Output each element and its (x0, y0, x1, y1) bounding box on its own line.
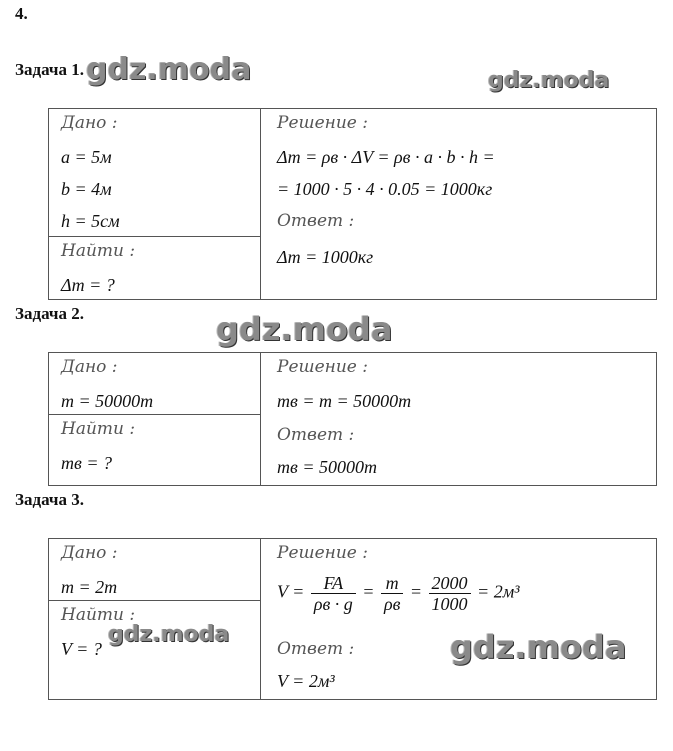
task2-given-m: m = 50000т (61, 391, 154, 411)
task3-find: V = ? (61, 639, 102, 659)
task3-fraction-force-den: ρв · g (313, 594, 353, 614)
task3-fraction-mass-den: ρв (383, 594, 401, 614)
watermark-logo: gdz.moda (108, 622, 230, 647)
task2-given-find-divider (49, 414, 260, 415)
task1-solution-label: Решение : (277, 113, 369, 133)
task1-solution-line2: = 1000 · 5 · 4 · 0.05 = 1000кг (277, 179, 493, 199)
task3-divider (260, 539, 261, 699)
task2-divider (260, 353, 261, 485)
task2-find-label: Найти : (61, 419, 136, 439)
task2-table (48, 352, 657, 486)
task3-answer-label: Ответ : (277, 639, 355, 659)
task1-solution-line1: Δm = ρв · ΔV = ρв · a · b · h = (277, 147, 495, 167)
task3-fraction-numeric-num: 2000 (429, 573, 471, 594)
task3-formula-result: = 2м³ (477, 581, 520, 602)
task3-formula-lhs: V = (277, 581, 305, 602)
task2-answer-label: Ответ : (277, 425, 355, 445)
task3-table (48, 538, 657, 700)
task1-given-b: b = 4м (61, 179, 112, 199)
task3-fraction-force-num: FA (311, 573, 356, 594)
task2-title: Задача 2. (15, 304, 84, 323)
task3-solution-label: Решение : (277, 543, 369, 563)
watermark-logo: gdz.moda (488, 68, 610, 93)
task3-fraction-force (311, 573, 356, 614)
task1-find-label: Найти : (61, 241, 136, 261)
task2-solution-line1: mв = m = 50000т (277, 391, 412, 411)
task1-given-a: a = 5м (61, 147, 112, 167)
task3-find-label: Найти : (61, 605, 136, 625)
task1-divider (260, 109, 261, 299)
task3-title: Задача 3. (15, 490, 84, 509)
watermark-logo: gdz.moda (86, 52, 252, 87)
task1-table (48, 108, 657, 300)
watermark-logo: gdz.moda (216, 310, 393, 348)
task1-title: Задача 1. (15, 60, 84, 79)
task3-fraction-mass (381, 573, 403, 614)
task3-formula: V = $\frac{FA}{\rho в \cdot g}$ = $\frac{m}{\rho в}$ = $\frac{2000}{1000}$ = 2м³ (277, 573, 520, 614)
task3-given-label: Дано : (61, 543, 118, 563)
task3-given-find-divider (49, 600, 260, 601)
task1-answer: Δm = 1000кг (277, 247, 374, 267)
task3-fraction-numeric (429, 573, 471, 614)
watermark-logo: gdz.moda (450, 628, 627, 666)
exercise-number: 4. (15, 4, 28, 23)
task1-find: Δm = ? (61, 275, 115, 295)
task3-fraction-numeric-den: 1000 (431, 594, 468, 614)
task2-answer: mв = 50000т (277, 457, 377, 477)
task1-given-find-divider (49, 236, 260, 237)
task3-fraction-mass-num: m (381, 573, 403, 594)
task2-solution-label: Решение : (277, 357, 369, 377)
task2-given-label: Дано : (61, 357, 118, 377)
task2-find: mв = ? (61, 453, 112, 473)
task1-answer-label: Ответ : (277, 211, 355, 231)
task1-given-label: Дано : (61, 113, 118, 133)
task1-given-h: h = 5см (61, 211, 120, 231)
task3-given-m: m = 2т (61, 577, 118, 597)
task3-answer: V = 2м³ (277, 671, 335, 691)
